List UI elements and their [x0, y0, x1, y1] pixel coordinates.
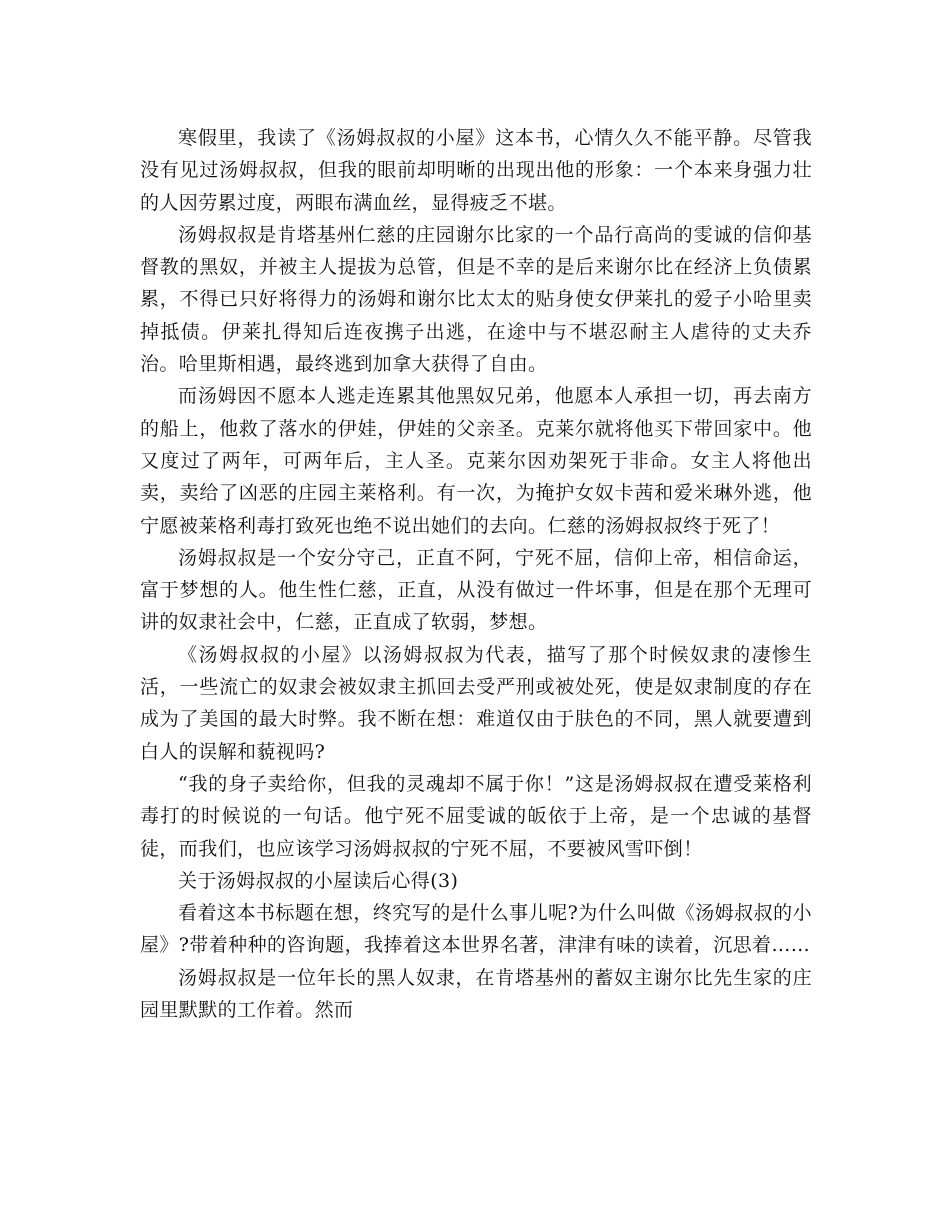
paragraph: “我的身子卖给你，但我的灵魂却不属于你！”这是汤姆叔叔在遭受莱格利毒打的时候说的一句话。他宁死不屈雯诚的皈依于上帝，是一个忠诚的基督徒，而我们，也应该学习汤姆叔叔的宁死不屈，不要被风雪吓倒！ — [140, 772, 812, 860]
paragraph: 看着这本书标题在想，终究写的是什么事儿呢?为什么叫做《汤姆叔叔的小屋》?带着种种的咨询题，我捧着这本世界名著，津津有味的读着，沉思着…… — [140, 902, 812, 957]
paragraph: 《汤姆叔叔的小屋》以汤姆叔叔为代表，描写了那个时候奴隶的凄惨生活，一些流亡的奴隶会被奴隶主抓回去受严刑或被处死，使是奴隶制度的存在成为了美国的最大时弊。我不断在想：难道仅由于肤色的不同，黑人就要遭到白人的误解和藐视吗? — [140, 643, 812, 763]
paragraph: 汤姆叔叔是肯塔基州仁慈的庄园谢尔比家的一个品行高尚的雯诚的信仰基督教的黑奴，并被主人提拔为总管，但是不幸的是后来谢尔比在经济上负债累累，不得已只好将得力的汤姆和谢尔比太太的贴身使女伊莱扎的爱子小哈里卖掉抵债。伊莱扎得知后连夜携子出逃，在途中与不堪忍耐主人虐待的丈夫乔治。哈里斯相遇，最终逃到加拿大获得了自由。 — [140, 223, 812, 376]
paragraph: 汤姆叔叔是一个安分守己，正直不阿，宁死不屈，信仰上帝，相信命运，富于梦想的人。他生性仁慈，正直，从没有做过一件坏事，但是在那个无理可讲的奴隶社会中，仁慈，正直成了软弱，梦想。 — [140, 546, 812, 634]
paragraph: 而汤姆因不愿本人逃走连累其他黑奴兄弟，他愿本人承担一切，再去南方的船上，他救了落水的伊娃，伊娃的父亲圣。克莱尔就将他买下带回家中。他又度过了两年，可两年后，主人圣。克莱尔因劝架死于非命。女主人将他出卖，卖给了凶恶的庄园主莱格利。有一次，为掩护女奴卡茜和爱米琳外逃，他宁愿被莱格利毒打致死也绝不说出她们的去向。仁慈的汤姆叔叔终于死了！ — [140, 385, 812, 537]
document-body — [140, 122, 812, 1026]
section-heading: 关于汤姆叔叔的小屋读后心得(3) — [178, 869, 459, 892]
paragraph: 汤姆叔叔是一位年长的黑人奴隶，在肯塔基州的蓄奴主谢尔比先生家的庄园里默默的工作着。然而 — [140, 966, 812, 1022]
paragraph: 寒假里，我读了《汤姆叔叔的小屋》这本书，心情久久不能平静。尽管我没有见过汤姆叔叔，但我的眼前却明晰的出现出他的形象：一个本来身强力壮的人因劳累过度，两眼布满血丝，显得疲乏不堪。 — [140, 127, 812, 214]
